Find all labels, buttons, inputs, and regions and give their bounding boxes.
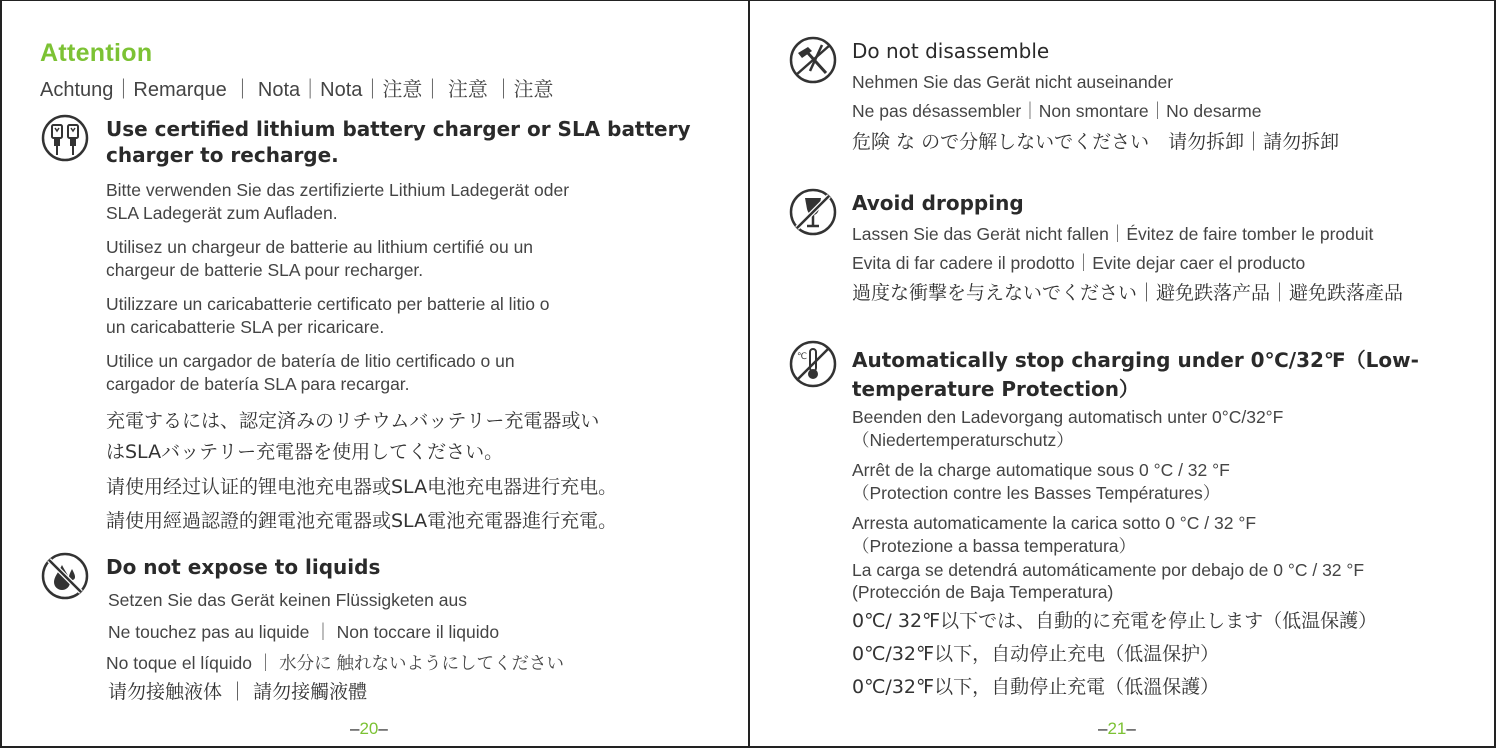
lowtemp-es-line1: La carga se detendrá automáticamente por debajo de 0 °C / 32 °F <box>852 560 1365 580</box>
lowtemp-heading-line1: Automatically stop charging under 0℃/32℉（Low- <box>852 348 1419 372</box>
liquids-de: Setzen Sie das Gerät keinen Flüssigketen aus <box>108 590 467 610</box>
charger-zh-cn: 请使用经过认证的锂电池充电器或SLA电池充电器进行充电。 <box>106 476 618 498</box>
lowtemp-es-line2: (Protección de Baja Temperatura) <box>852 582 1114 602</box>
charger-heading-line2: charger to recharge. <box>106 143 339 167</box>
attention-title: Attention <box>40 39 153 67</box>
charger-zh-tw: 請使用經過認證的鋰電池充電器或SLA電池充電器進行充電。 <box>106 510 618 532</box>
charger-ja-line1: 充電するには、認定済みのリチウムバッテリー充電器或い <box>106 410 600 432</box>
disassemble-heading: Do not disassemble <box>852 39 1050 63</box>
no-drop-icon <box>788 187 838 237</box>
lowtemp-de-line1: Beenden den Ladevorgang automatisch unter 0°C/32°F <box>852 407 1284 427</box>
lowtemp-it-line1: Arresta automaticamente la carica sotto 0 °C / 32 °F <box>852 513 1257 533</box>
dropping-it-es: Evita di far cadere il prodotto｜Evite dejar caer el producto <box>852 253 1306 273</box>
charger-de-line2: SLA Ladegerät zum Aufladen. <box>106 203 338 223</box>
battery-charger-icon <box>40 113 90 163</box>
svg-text:℃: ℃ <box>797 352 808 362</box>
lowtemp-zh-cn: 0℃/32℉以下，自动停止充电（低温保护） <box>852 643 1220 665</box>
liquids-es-ja: No toque el líquido ｜ 水分に 触れないようにしてください <box>106 653 565 673</box>
charger-heading-line1: Use certified lithium battery charger or SLA battery <box>106 117 691 141</box>
charger-fr-line1: Utilisez un chargeur de batterie au lithium certifié ou un <box>106 237 534 257</box>
page-number-right: –21– <box>1098 719 1136 738</box>
no-liquid-icon <box>40 551 90 601</box>
low-temperature-icon <box>788 339 838 389</box>
liquids-heading: Do not expose to liquids <box>106 555 381 579</box>
charger-it-line2: un caricabatterie SLA per ricaricare. <box>106 317 385 337</box>
liquids-fr-it: Ne touchez pas au liquide ｜ Non toccare il liquido <box>108 622 500 642</box>
attention-languages: Achtung｜Remarque ｜ Nota｜Nota｜注意｜ 注意 ｜注意 <box>40 79 554 101</box>
disassemble-fr-it-es: Ne pas désassembler｜Non smontare｜No desarme <box>852 101 1262 121</box>
no-disassemble-icon <box>788 35 838 85</box>
right-page <box>748 0 1496 748</box>
disassemble-de: Nehmen Sie das Gerät nicht auseinander <box>852 72 1174 92</box>
dropping-ja-zh: 過度な衝撃を与えないでください｜避免跌落产品｜避免跌落產品 <box>852 282 1404 304</box>
lowtemp-heading-line2: temperature Protection） <box>852 377 1140 401</box>
charger-es-line1: Utilice un cargador de batería de litio certificado o un <box>106 351 515 371</box>
charger-es-line2: cargador de batería SLA para recargar. <box>106 374 410 394</box>
lowtemp-fr-line1: Arrêt de la charge automatique sous 0 °C / 32 °F <box>852 460 1230 480</box>
lowtemp-fr-line2: （Protection contre les Basses Températures） <box>852 483 1221 503</box>
charger-de-line1: Bitte verwenden Sie das zertifizierte Lithium Ladegerät oder <box>106 180 570 200</box>
charger-fr-line2: chargeur de batterie SLA pour recharger. <box>106 260 424 280</box>
lowtemp-zh-tw: 0℃/32℉以下，自動停止充電（低溫保護） <box>852 676 1220 698</box>
dropping-de-fr: Lassen Sie das Gerät nicht fallen｜Évitez de faire tomber le produit <box>852 224 1374 244</box>
lowtemp-de-line2: （Niedertemperaturschutz） <box>852 430 1074 450</box>
lowtemp-ja: 0℃/ 32℉以下では、自動的に充電を停止します（低温保護） <box>852 610 1378 632</box>
disassemble-ja-zh: 危険 な ので分解しないでください 请勿拆卸｜請勿拆卸 <box>852 131 1340 153</box>
charger-ja-line2: はSLAバッテリー充電器を使用してください。 <box>106 441 504 463</box>
liquids-zh: 请勿接触液体 ｜ 請勿接觸液體 <box>108 681 368 703</box>
charger-it-line1: Utilizzare un caricabatterie certificato per batterie al litio o <box>106 294 550 314</box>
lowtemp-it-line2: （Protezione a bassa temperatura） <box>852 536 1137 556</box>
dropping-heading: Avoid dropping <box>852 191 1024 215</box>
page-number-left: –20– <box>350 719 388 738</box>
